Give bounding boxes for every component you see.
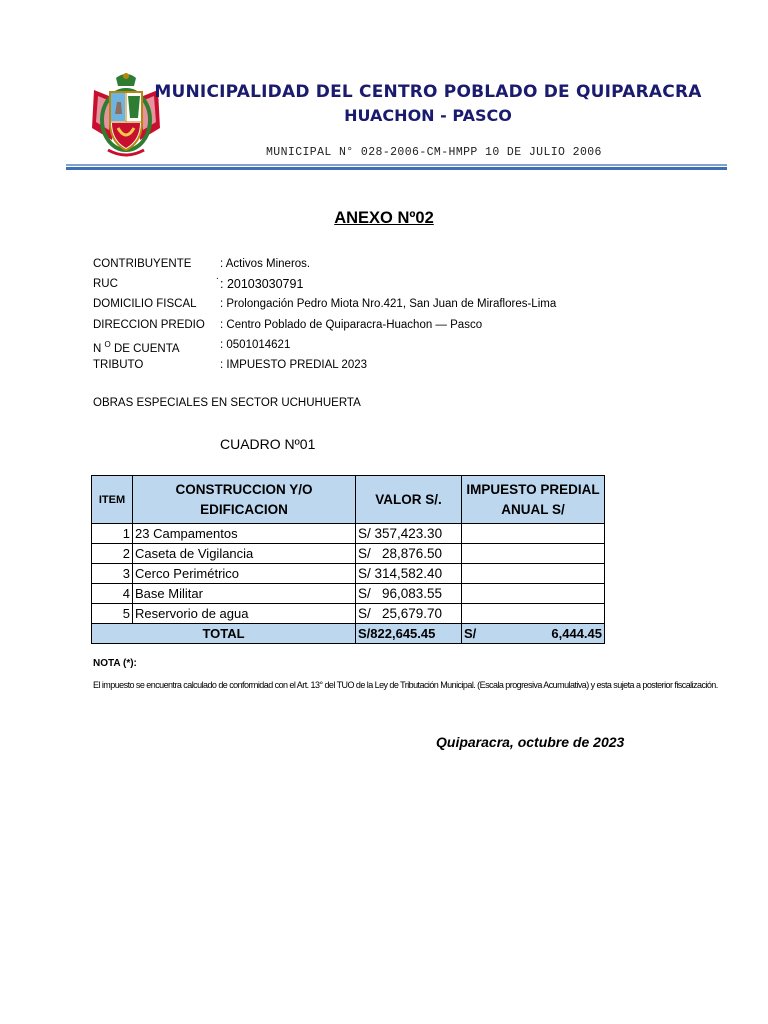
cell-valor: S/ 25,679.70 [356, 604, 462, 624]
field-value: : IMPUESTO PREDIAL 2023 [220, 359, 368, 371]
cell-item: 2 [92, 544, 133, 564]
cell-desc: Caseta de Vigilancia [133, 544, 356, 564]
cell-valor: S/ 314,582.40 [356, 564, 462, 584]
header-valor: VALOR S/. [356, 476, 462, 524]
header-construccion-line1: CONSTRUCCION Y/O [175, 481, 313, 497]
cell-valor: S/ 28,876.50 [356, 544, 462, 564]
cell-desc: 23 Campamentos [133, 524, 356, 544]
resolution-line: MUNICIPAL N° 028-2006-CM-HMPP 10 DE JULIO 2006 [266, 146, 602, 159]
header-impuesto-line1: IMPUESTO PREDIAL [466, 481, 600, 497]
cell-valor: S/ 357,423.30 [356, 524, 462, 544]
total-impuesto-value: 6,444.45 [551, 626, 602, 641]
cell-desc: Base Militar [133, 584, 356, 604]
header-construccion-line2: EDIFICACION [200, 501, 288, 517]
cell-impuesto [462, 584, 605, 604]
header-impuesto-line2: ANUAL S/ [501, 501, 565, 517]
table-row [92, 524, 605, 544]
table-row [92, 564, 605, 584]
table-row [92, 584, 605, 604]
total-impuesto [462, 624, 605, 644]
field-label [93, 337, 223, 357]
total-valor: S/822,645.45 [356, 624, 462, 644]
table-header-row [92, 476, 605, 524]
cell-impuesto [462, 604, 605, 624]
header-divider [66, 164, 727, 170]
field-value: : 20103030791 [220, 277, 304, 291]
nota-label: NOTA (*): [93, 658, 137, 669]
stray-dot: . [216, 271, 219, 282]
total-label: TOTAL [92, 624, 356, 644]
total-impuesto-prefix: S/ [464, 626, 477, 641]
cuadro-title: CUADRO Nº01 [220, 436, 316, 452]
field-label-sup: O [104, 340, 111, 349]
field-label-suffix: DE CUENTA [110, 342, 180, 355]
field-label: TRIBUTO [93, 359, 144, 371]
header-construccion [133, 476, 356, 524]
field-value: : Activos Mineros. [220, 258, 311, 270]
municipality-location: HUACHON - PASCO [344, 106, 512, 125]
date-place: Quiparacra, octubre de 2023 [436, 734, 625, 750]
cuadro-table [91, 475, 605, 644]
anexo-title: ANEXO Nº02 [334, 209, 434, 227]
cell-item: 5 [92, 604, 133, 624]
cell-impuesto [462, 564, 605, 584]
cell-impuesto [462, 524, 605, 544]
cell-desc: Reservorio de agua [133, 604, 356, 624]
table-row [92, 604, 605, 624]
cell-impuesto [462, 544, 605, 564]
field-label: RUC [93, 278, 118, 290]
header-item: ITEM [92, 476, 133, 524]
field-value: : Centro Poblado de Quiparacra-Huachon — Pasco [220, 319, 483, 331]
cell-valor: S/ 96,083.55 [356, 584, 462, 604]
municipality-title: MUNICIPALIDAD DEL CENTRO POBLADO DE QUIPARACRA [154, 82, 702, 102]
obras-label: OBRAS ESPECIALES EN SECTOR UCHUHUERTA [93, 397, 361, 409]
field-value: : Prolongación Pedro Miota Nro.421, San Juan de Miraflores-Lima [220, 298, 557, 310]
cell-desc: Cerco Perimétrico [133, 564, 356, 584]
field-label-prefix: N [93, 342, 102, 355]
nota-text: El impuesto se encuentra calculado de conformidad con el Art. 13° del TUO de la Ley de Tributación Municipal. (Escala progresiva Acumulativa) y esta sujeta a posterior fiscalización. [93, 680, 718, 690]
table-row [92, 544, 605, 564]
cell-item: 1 [92, 524, 133, 544]
header-impuesto [462, 476, 605, 524]
field-label: DOMICILIO FISCAL [93, 298, 197, 310]
field-label: DIRECCION PREDIO [93, 319, 205, 331]
cell-item: 3 [92, 564, 133, 584]
table-total-row [92, 624, 605, 644]
field-label: CONTRIBUYENTE [93, 258, 192, 270]
cell-item: 4 [92, 584, 133, 604]
field-value: : 0501014621 [220, 339, 291, 351]
